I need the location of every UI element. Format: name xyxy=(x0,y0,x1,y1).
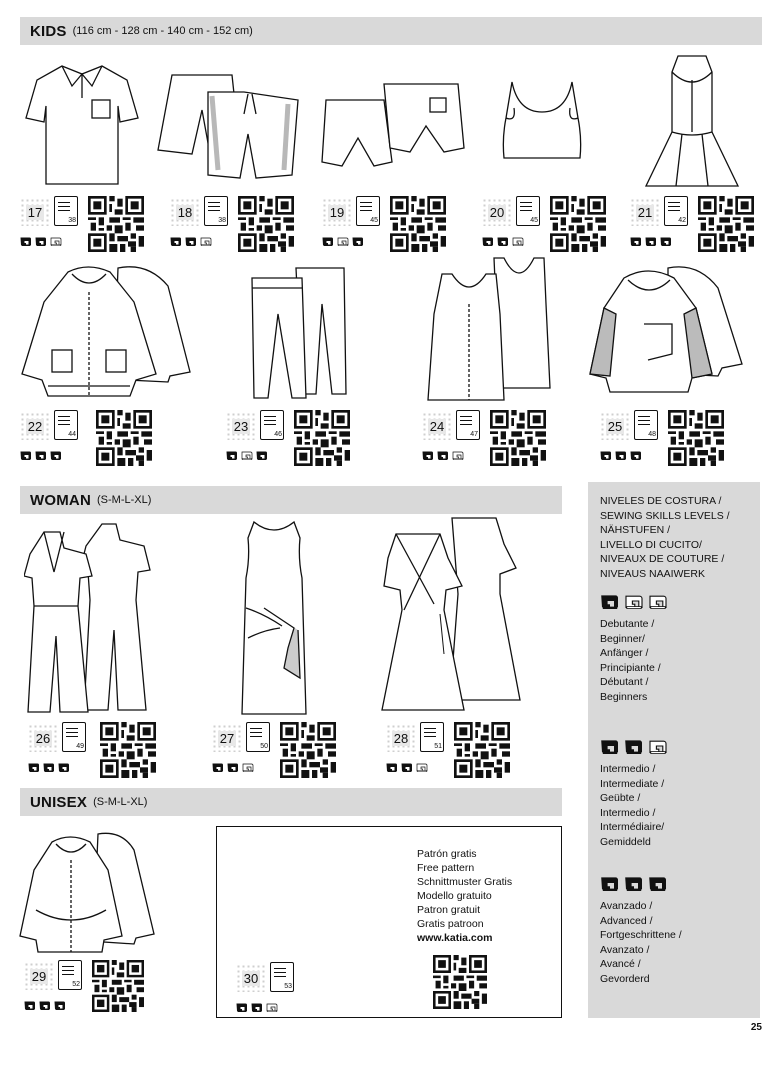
legend-level-intermediate: Intermedio / Intermediate / Geübte / Intermedio / Intermédiaire/ Gemiddeld xyxy=(600,738,748,849)
sewing-machine-icon xyxy=(600,738,620,754)
skill-level-intermediate xyxy=(212,762,254,772)
sewing-machine-icon xyxy=(624,875,644,891)
section-header-woman xyxy=(20,486,562,514)
sewing-machine-icon xyxy=(50,450,62,460)
sketch-wrap-dress xyxy=(374,514,524,714)
sewing-machine-icon xyxy=(43,762,55,772)
skill-level-beginner xyxy=(170,236,212,246)
pattern-number: 21 xyxy=(630,198,660,226)
pattern-number: 17 xyxy=(20,198,50,226)
qr-code[interactable] xyxy=(698,196,754,252)
section-sizes: (S-M-L-XL) xyxy=(97,494,152,506)
sewing-machine-icon xyxy=(482,236,494,246)
document-icon: 46 xyxy=(260,410,284,440)
document-icon: 53 xyxy=(270,962,294,992)
sewing-machine-icon xyxy=(226,450,238,460)
sewing-machine-outline-icon xyxy=(200,236,212,246)
document-icon: 52 xyxy=(58,960,82,990)
qr-code[interactable] xyxy=(92,960,144,1012)
sewing-machine-icon xyxy=(437,450,449,460)
pattern-number: 26 xyxy=(28,724,58,752)
document-icon: 49 xyxy=(62,722,86,752)
sewing-machine-icon xyxy=(28,762,40,772)
qr-code[interactable] xyxy=(390,196,446,252)
skill-level-beginner xyxy=(226,450,268,460)
sewing-machine-icon xyxy=(39,1000,51,1010)
sewing-machine-icon xyxy=(322,236,334,246)
section-title: WOMAN xyxy=(30,491,91,509)
sewing-machine-icon xyxy=(660,236,672,246)
sewing-machine-outline-icon xyxy=(648,738,668,754)
sewing-machine-outline-icon xyxy=(50,236,62,246)
sketch-hoodie xyxy=(588,264,746,400)
legend-level-beginner: Debutante / Beginner/ Anfänger / Principiante / Débutant / Beginners xyxy=(600,593,748,704)
pattern-number: 28 xyxy=(386,724,416,752)
qr-code-free-pattern[interactable] xyxy=(433,955,487,1009)
sketch-polo-shirt xyxy=(22,58,142,188)
section-sizes: (116 cm - 128 cm - 140 cm - 152 cm) xyxy=(72,25,253,37)
document-icon: 47 xyxy=(456,410,480,440)
pattern-number: 19 xyxy=(322,198,352,226)
sewing-machine-icon xyxy=(35,450,47,460)
sewing-machine-icon xyxy=(185,236,197,246)
sewing-machine-icon xyxy=(600,593,620,609)
sewing-machine-icon xyxy=(170,236,182,246)
sewing-machine-icon xyxy=(401,762,413,772)
qr-code[interactable] xyxy=(294,410,350,466)
legend-level-advanced: Avanzado / Advanced / Fortgeschrittene / Avanzato / Avancé / Gevorderd xyxy=(600,875,748,986)
sewing-machine-icon xyxy=(645,236,657,246)
section-sizes: (S-M-L-XL) xyxy=(93,796,148,808)
pattern-number: 20 xyxy=(482,198,512,226)
sewing-machine-outline-icon xyxy=(266,1002,278,1012)
qr-code[interactable] xyxy=(668,410,724,466)
sewing-machine-icon xyxy=(352,236,364,246)
sewing-machine-icon xyxy=(227,762,239,772)
sewing-machine-icon xyxy=(630,236,642,246)
sketch-halter-dress xyxy=(642,52,742,192)
section-header-kids xyxy=(20,17,762,45)
skill-level-intermediate xyxy=(422,450,464,460)
sewing-machine-outline-icon xyxy=(241,450,253,460)
skill-level-intermediate xyxy=(236,1002,278,1012)
sewing-machine-icon xyxy=(20,450,32,460)
sewing-machine-icon xyxy=(497,236,509,246)
sewing-machine-icon xyxy=(630,450,642,460)
qr-code[interactable] xyxy=(100,722,156,778)
sewing-machine-icon xyxy=(615,450,627,460)
sewing-machine-outline-icon xyxy=(337,236,349,246)
pattern-number: 27 xyxy=(212,724,242,752)
document-icon: 51 xyxy=(420,722,444,752)
document-icon: 48 xyxy=(634,410,658,440)
page-number: 25 xyxy=(750,1022,762,1033)
pattern-number: 30 xyxy=(236,964,266,992)
pattern-number: 29 xyxy=(24,962,54,990)
qr-code[interactable] xyxy=(88,196,144,252)
sewing-machine-outline-icon xyxy=(452,450,464,460)
sewing-machine-icon xyxy=(386,762,398,772)
document-icon: 38 xyxy=(54,196,78,226)
qr-code[interactable] xyxy=(454,722,510,778)
qr-code[interactable] xyxy=(280,722,336,778)
section-header-unisex xyxy=(20,788,562,816)
sewing-machine-icon xyxy=(54,1000,66,1010)
skill-level-advanced xyxy=(630,236,672,246)
sewing-machine-icon xyxy=(212,762,224,772)
sewing-levels-legend xyxy=(588,482,760,1018)
skill-level-intermediate xyxy=(482,236,524,246)
sewing-machine-icon xyxy=(256,450,268,460)
pattern-number: 18 xyxy=(170,198,200,226)
sketch-crop-top xyxy=(496,78,588,166)
section-title: KIDS xyxy=(30,22,67,40)
sewing-machine-icon xyxy=(20,236,32,246)
skill-level-intermediate xyxy=(386,762,428,772)
document-icon: 38 xyxy=(204,196,228,226)
sketch-tank-dress xyxy=(234,518,314,718)
qr-code[interactable] xyxy=(490,410,546,466)
sketch-jumpsuit xyxy=(24,520,154,716)
sketch-leggings xyxy=(246,264,350,400)
qr-code[interactable] xyxy=(96,410,152,466)
free-pattern-text: Patrón gratis Free pattern Schnittmuster Gratis Modello gratuito Patron gratuit Gratis patroon www.katia.com xyxy=(417,848,513,944)
sewing-machine-icon xyxy=(35,236,47,246)
sewing-machine-outline-icon xyxy=(648,593,668,609)
sewing-machine-outline-icon xyxy=(512,236,524,246)
pattern-number: 24 xyxy=(422,412,452,440)
document-icon: 44 xyxy=(54,410,78,440)
skill-level-advanced xyxy=(28,762,70,772)
pattern-number: 25 xyxy=(600,412,630,440)
sewing-machine-outline-icon xyxy=(416,762,428,772)
sewing-machine-icon xyxy=(24,1000,36,1010)
sewing-machine-icon xyxy=(422,450,434,460)
skill-level-advanced xyxy=(20,450,62,460)
sketch-shorts xyxy=(152,70,302,180)
document-icon: 50 xyxy=(246,722,270,752)
document-icon: 42 xyxy=(664,196,688,226)
sewing-machine-outline-icon xyxy=(624,593,644,609)
legend-heading: NIVELES DE COSTURA / SEWING SKILLS LEVELS / NÄHSTUFEN / LIVELLO DI CUCITO/ NIVEAUX DE COUTURE / NIVEAUS NAAIWERK xyxy=(600,495,730,580)
skill-level-intermediate xyxy=(322,236,364,246)
qr-code[interactable] xyxy=(550,196,606,252)
sketch-windbreaker xyxy=(18,830,158,956)
sketch-hooded-jacket xyxy=(18,262,194,402)
free-pattern-box xyxy=(216,826,562,1018)
sewing-machine-icon xyxy=(236,1002,248,1012)
sewing-machine-outline-icon xyxy=(242,762,254,772)
sewing-machine-icon xyxy=(648,875,668,891)
qr-code[interactable] xyxy=(238,196,294,252)
sewing-machine-icon xyxy=(624,738,644,754)
pattern-number: 22 xyxy=(20,412,50,440)
section-title: UNISEX xyxy=(30,793,88,811)
pattern-number: 23 xyxy=(226,412,256,440)
sketch-running-shorts xyxy=(318,78,468,172)
sewing-machine-icon xyxy=(600,875,620,891)
sketch-pinafore-dress xyxy=(424,254,554,404)
skill-level-advanced xyxy=(600,450,642,460)
skill-level-advanced xyxy=(24,1000,66,1010)
website-link[interactable]: www.katia.com xyxy=(417,932,493,944)
sewing-machine-icon xyxy=(251,1002,263,1012)
document-icon: 45 xyxy=(516,196,540,226)
sewing-machine-icon xyxy=(600,450,612,460)
sewing-machine-icon xyxy=(58,762,70,772)
document-icon: 45 xyxy=(356,196,380,226)
skill-level-intermediate xyxy=(20,236,62,246)
